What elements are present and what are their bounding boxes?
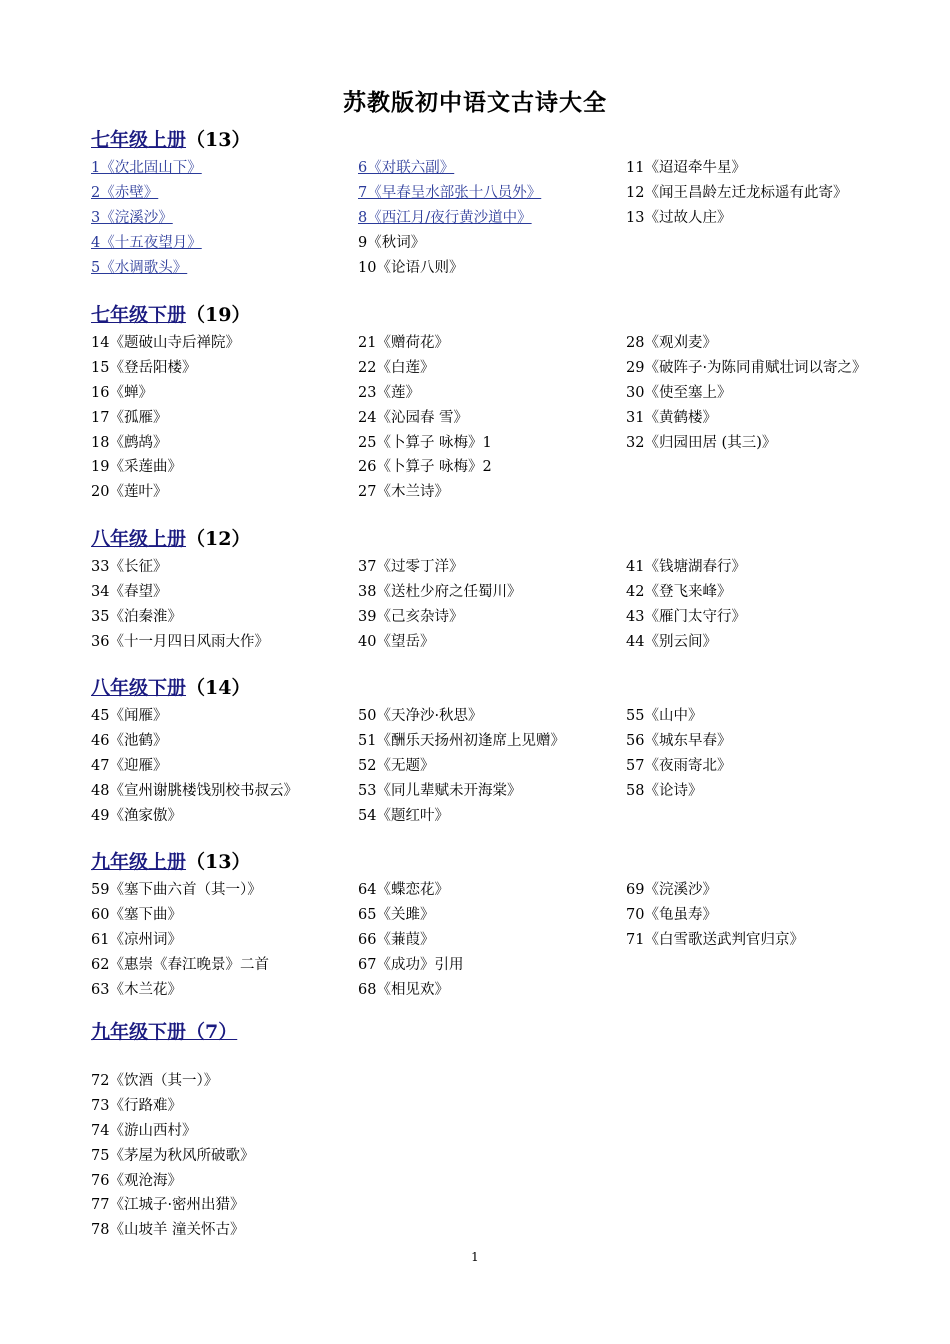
poem-link[interactable]: 1《次北固山下》 [91, 160, 202, 176]
poem-column [91, 704, 298, 828]
poem-item: 43《雁门太守行》 [626, 608, 746, 625]
section-heading-count: （14） [186, 677, 251, 699]
poem-item: 65《关雎》 [358, 906, 435, 923]
poem-item: 58《论诗》 [626, 782, 703, 799]
poem-item: 33《长征》 [91, 559, 168, 575]
poem-column [358, 704, 565, 828]
poem-item: 9《秋词》 [358, 234, 426, 251]
poem-item: 66《蒹葭》 [358, 931, 435, 948]
grade-section [91, 846, 911, 998]
poem-item: 61《凉州词》 [91, 931, 182, 948]
poem-item: 52《无题》 [358, 757, 435, 774]
poem-item: 10《论语八则》 [358, 259, 464, 276]
poem-item: 77《江城子·密州出猎》 [91, 1197, 245, 1214]
poem-item: 73《行路难》 [91, 1097, 182, 1114]
section-heading-label[interactable]: 八年级下册 [91, 677, 187, 699]
section-heading[interactable] [91, 1016, 911, 1048]
poem-link[interactable]: 6《对联六副》 [358, 160, 455, 176]
poem-item: 18《鹧鸪》 [91, 434, 168, 451]
poem-item: 74《游山西村》 [91, 1122, 197, 1139]
poem-item: 14《题破山寺后禅院》 [91, 335, 240, 351]
poem-item: 63《木兰花》 [91, 981, 182, 998]
poem-column [358, 555, 521, 655]
section-heading[interactable] [91, 299, 911, 331]
poem-item: 42《登飞来峰》 [626, 583, 732, 600]
poem-item: 69《浣溪沙》 [626, 882, 717, 898]
poem-item: 76《观沧海》 [91, 1172, 182, 1189]
poem-item: 28《观刈麦》 [626, 335, 717, 351]
poem-item: 35《泊秦淮》 [91, 608, 182, 625]
poem-item: 56《城东早春》 [626, 732, 732, 749]
section-heading[interactable] [91, 846, 911, 878]
section-heading-label[interactable]: 九年级下册 [91, 1021, 187, 1043]
poem-item: 26《卜算子 咏梅》2 [358, 459, 492, 476]
poem-item: 54《题红叶》 [358, 807, 449, 824]
section-heading-label[interactable]: 七年级上册 [91, 129, 187, 151]
poem-item: 32《归园田居 (其三)》 [626, 434, 777, 451]
poem-item: 59《塞下曲六首（其一）》 [91, 882, 262, 898]
section-heading[interactable] [91, 672, 911, 704]
poem-item: 29《破阵子·为陈同甫赋壮词以寄之》 [626, 359, 867, 376]
poem-item: 57《夜雨寄北》 [626, 757, 732, 774]
section-heading-label[interactable]: 七年级下册 [91, 304, 187, 326]
section-heading-count: （19） [186, 304, 251, 326]
poem-link[interactable]: 4《十五夜望月》 [91, 234, 202, 251]
section-heading[interactable] [91, 523, 911, 555]
poem-link[interactable]: 2《赤壁》 [91, 184, 159, 201]
section-heading-count: （12） [186, 528, 251, 550]
poem-item: 49《渔家傲》 [91, 807, 182, 824]
poem-column [626, 331, 867, 455]
poem-item: 47《迎雁》 [91, 757, 168, 774]
poem-column [358, 878, 463, 1002]
poem-item: 38《送杜少府之任蜀川》 [358, 583, 522, 600]
poem-item: 70《龟虽寿》 [626, 906, 717, 923]
poem-list-grade9-vol2 [91, 1069, 254, 1243]
grade-section [91, 523, 911, 650]
poem-item: 20《莲叶》 [91, 484, 168, 501]
poem-item: 37《过零丁洋》 [358, 559, 464, 575]
section-heading[interactable] [91, 124, 911, 156]
poem-column [91, 156, 202, 280]
poem-item: 22《白莲》 [358, 359, 435, 376]
poem-column [358, 331, 492, 505]
section-heading-count: （13） [186, 129, 251, 151]
poem-item: 75《茅屋为秋风所破歌》 [91, 1147, 255, 1164]
poem-item: 30《使至塞上》 [626, 384, 732, 401]
poem-column [91, 331, 240, 505]
poem-item: 78《山坡羊 潼关怀古》 [91, 1222, 245, 1239]
section-heading-label[interactable]: 九年级上册 [91, 851, 187, 873]
poem-item: 31《黄鹤楼》 [626, 409, 717, 426]
poem-item: 50《天净沙·秋思》 [358, 708, 483, 724]
page-number: 1 [471, 1250, 479, 1264]
poem-item: 11《迢迢牵牛星》 [626, 160, 746, 176]
poem-item: 27《木兰诗》 [358, 484, 449, 501]
poem-item: 72《饮酒（其一）》 [91, 1073, 219, 1089]
poem-link[interactable]: 7《早春呈水部张十八员外》 [358, 184, 542, 201]
poem-item: 48《宣州谢朓楼饯别校书叔云》 [91, 782, 298, 799]
poem-item: 51《酬乐天扬州初逢席上见赠》 [358, 732, 565, 749]
poem-item: 13《过故人庄》 [626, 209, 732, 226]
poem-column [626, 878, 804, 953]
poem-item: 62《惠崇《春江晚景》二首 [91, 956, 269, 973]
poem-item: 71《白雪歌送武判官归京》 [626, 931, 804, 948]
poem-item: 21《赠荷花》 [358, 335, 449, 351]
poem-item: 68《相见欢》 [358, 981, 449, 998]
poem-column [358, 156, 541, 280]
poem-item: 24《沁园春 雪》 [358, 409, 469, 426]
grade-section [91, 672, 911, 824]
poem-item: 44《别云间》 [626, 633, 717, 650]
poem-item: 23《莲》 [358, 384, 420, 401]
grade-section [91, 299, 911, 501]
poem-column [626, 704, 731, 804]
poem-column [626, 555, 746, 655]
poem-column [91, 555, 269, 655]
poem-item: 16《蝉》 [91, 384, 153, 401]
poem-column [91, 878, 269, 1002]
poem-link[interactable]: 5《水调歌头》 [91, 259, 188, 276]
poem-item: 45《闻雁》 [91, 708, 168, 724]
poem-item: 34《春望》 [91, 583, 168, 600]
poem-item: 41《钱塘湖春行》 [626, 559, 746, 575]
poem-item: 17《孤雁》 [91, 409, 168, 426]
poem-item: 19《采莲曲》 [91, 459, 182, 476]
poem-item: 12《闻王昌龄左迁龙标遥有此寄》 [626, 184, 848, 201]
poem-item: 39《己亥杂诗》 [358, 608, 464, 625]
poem-item: 67《成功》引用 [358, 956, 464, 973]
poem-column [626, 156, 847, 231]
poem-item: 25《卜算子 咏梅》1 [358, 434, 492, 451]
poem-item: 53《同儿辈赋未开海棠》 [358, 782, 522, 799]
section-grade9-vol2 [91, 1016, 911, 1048]
poem-item: 46《池鹤》 [91, 732, 168, 749]
poem-link[interactable]: 8《西江月/夜行黄沙道中》 [358, 209, 532, 226]
poem-item: 64《蝶恋花》 [358, 882, 449, 898]
poem-item: 55《山中》 [626, 708, 703, 724]
poem-item: 36《十一月四日风雨大作》 [91, 633, 269, 650]
poem-link[interactable]: 3《浣溪沙》 [91, 209, 173, 226]
poem-item: 15《登岳阳楼》 [91, 359, 197, 376]
page-title: 苏教版初中语文古诗大全 [343, 89, 607, 116]
section-heading-count[interactable]: （7） [186, 1021, 238, 1043]
section-heading-label[interactable]: 八年级上册 [91, 528, 187, 550]
section-heading-count: （13） [186, 851, 251, 873]
poem-item: 40《望岳》 [358, 633, 435, 650]
poem-item: 60《塞下曲》 [91, 906, 182, 923]
grade-section [91, 124, 911, 276]
